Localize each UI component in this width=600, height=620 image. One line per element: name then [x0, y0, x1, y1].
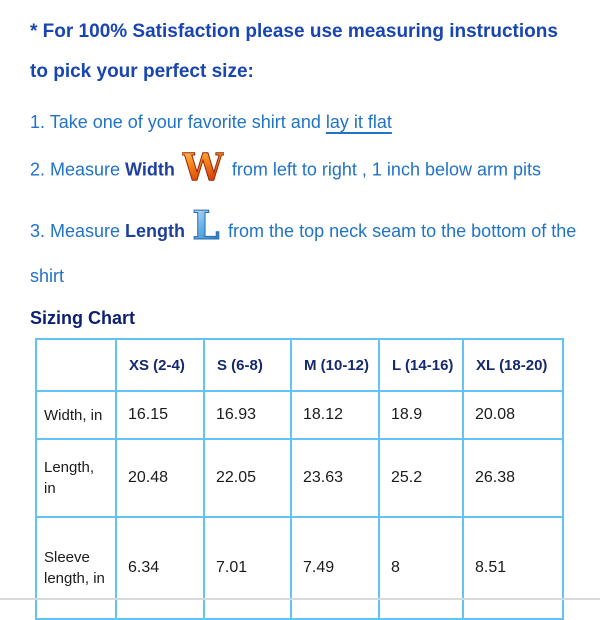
column-header-xl: XL (18-20) [463, 339, 563, 391]
row-label-length: Length, in [36, 439, 116, 517]
step-2-suffix: from left to right , 1 inch below arm pits [231, 159, 541, 180]
intro-line-2: to pick your perfect size: [30, 61, 254, 82]
intro-line-1: * For 100% Satisfaction please use measuring instructions [30, 21, 558, 42]
column-header-blank [36, 339, 116, 391]
cell-sleeve-xl: 8.51 [463, 517, 563, 619]
column-header-xs: XS (2-4) [116, 339, 204, 391]
row-label-sleeve: Sleeve length, in [36, 517, 116, 619]
width-letter-icon [182, 144, 224, 193]
step-3-suffix: from the top neck seam to the bottom of the shirt [30, 220, 577, 286]
cell-length-xl: 26.38 [463, 439, 563, 517]
width-word: Width [125, 159, 175, 180]
width-letter-icon-svg [182, 144, 224, 188]
step-3-prefix: 3. Measure [30, 220, 126, 241]
cell-length-m: 23.63 [291, 439, 379, 517]
cell-length-s: 22.05 [204, 439, 291, 517]
length-letter-icon-svg [192, 203, 220, 247]
cell-width-l: 18.9 [379, 391, 463, 439]
table-row-sleeve [36, 517, 563, 619]
table-header-row [36, 339, 563, 391]
cell-width-xl: 20.08 [463, 391, 563, 439]
step-1-text: 1. Take one of your favorite shirt and [30, 112, 326, 132]
cell-sleeve-l: 8 [379, 517, 463, 619]
sizing-chart-table [35, 338, 564, 620]
column-header-m: M (10-12) [291, 339, 379, 391]
sizing-chart-title: Sizing Chart [30, 308, 136, 328]
column-header-l: L (14-16) [379, 339, 463, 391]
cell-sleeve-m: 7.49 [291, 517, 379, 619]
svg-text:W: W [182, 145, 224, 188]
table-row-length [36, 439, 563, 517]
cell-sleeve-xs: 6.34 [116, 517, 204, 619]
column-header-s: S (6-8) [204, 339, 291, 391]
step-2-prefix: 2. Measure [30, 159, 126, 180]
row-label-width: Width, in [36, 391, 116, 439]
svg-text:L: L [192, 203, 220, 247]
step-3 [30, 203, 582, 292]
cell-sleeve-s: 7.01 [204, 517, 291, 619]
intro-text [30, 12, 582, 92]
cell-width-m: 18.12 [291, 391, 379, 439]
cell-width-xs: 16.15 [116, 391, 204, 439]
cell-width-s: 16.93 [204, 391, 291, 439]
step-1-underlined-text: lay it flat [325, 112, 392, 132]
cell-length-xs: 20.48 [116, 439, 204, 517]
cell-length-l: 25.2 [379, 439, 463, 517]
table-row-width [36, 391, 563, 439]
length-word: Length [125, 220, 186, 241]
length-letter-icon [192, 203, 220, 257]
step-2 [30, 144, 582, 197]
step-1 [30, 110, 582, 134]
